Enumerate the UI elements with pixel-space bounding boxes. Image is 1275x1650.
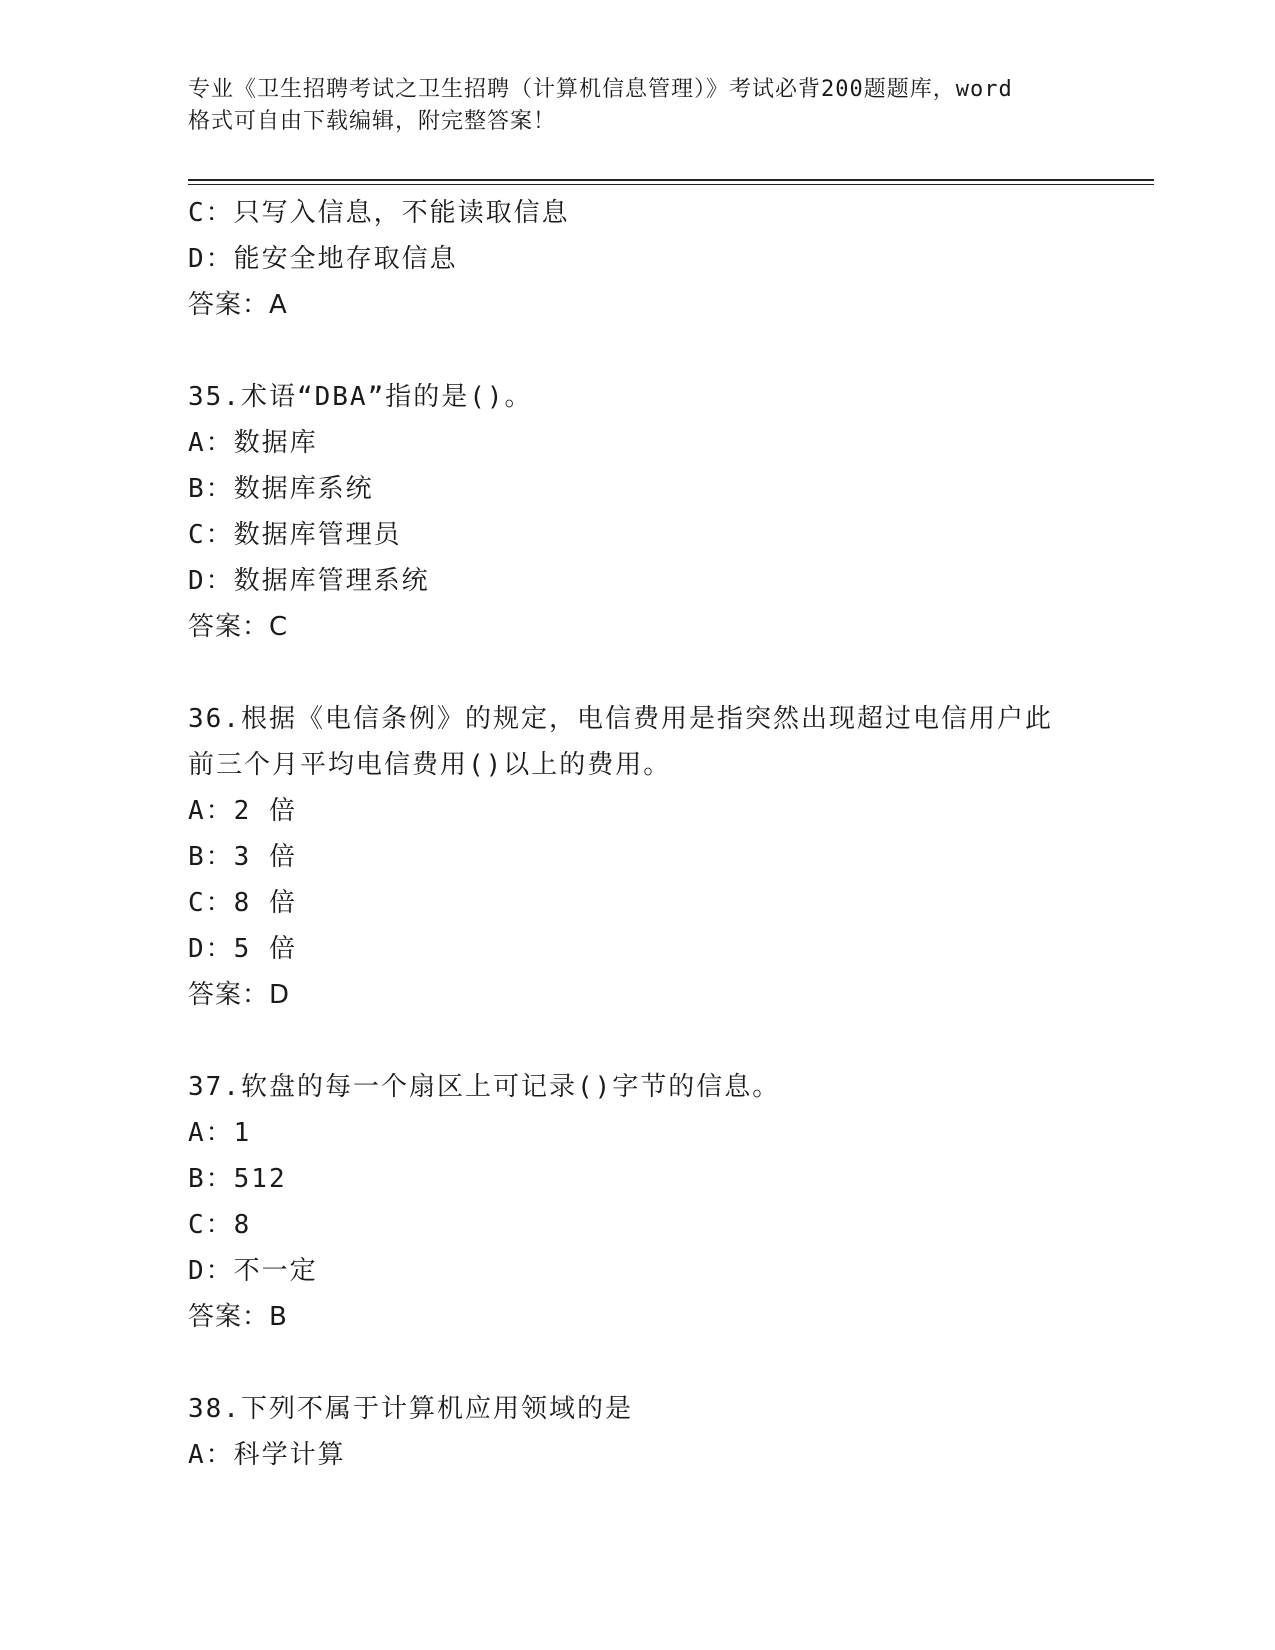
question-stem: 36.根据《电信条例》的规定，电信费用是指突然出现超过电信用户此 (188, 704, 1053, 734)
answer-line: 答案：A (188, 290, 288, 320)
option-d: D：不一定 (188, 1256, 318, 1286)
option-a: A：2 倍 (188, 796, 297, 826)
spacer (188, 1340, 1088, 1386)
question-block-38 (188, 1386, 1088, 1478)
header-divider-thin (188, 184, 1154, 185)
option-a: A：1 (188, 1118, 252, 1148)
option-d: D：能安全地存取信息 (188, 244, 458, 274)
option-a: A：数据库 (188, 428, 318, 458)
question-stem: 35.术语“DBA”指的是()。 (188, 382, 533, 412)
option-d: D：数据库管理系统 (188, 566, 430, 596)
answer-line: 答案：B (188, 1302, 288, 1332)
question-list (188, 190, 1088, 1478)
question-stem: 38.下列不属于计算机应用领域的是 (188, 1394, 633, 1424)
option-c: C：数据库管理员 (188, 520, 402, 550)
answer-line: 答案：D (188, 980, 291, 1010)
question-block-34 (188, 190, 1088, 328)
option-d: D：5 倍 (188, 934, 297, 964)
question-stem: 37.软盘的每一个扇区上可记录()字节的信息。 (188, 1072, 781, 1102)
spacer (188, 328, 1088, 374)
question-stem-continued: 前三个月平均电信费用()以上的费用。 (188, 750, 672, 780)
answer-line: 答案：C (188, 612, 289, 642)
header-line-1: 专业《卫生招聘考试之卫生招聘（计算机信息管理）》考试必背200题题库，word (188, 77, 1013, 102)
question-block-35 (188, 374, 1088, 650)
header-line-2: 格式可自由下载编辑，附完整答案！ (188, 109, 557, 134)
option-b: B：数据库系统 (188, 474, 374, 504)
document-header (188, 74, 1088, 138)
spacer (188, 1018, 1088, 1064)
option-b: B：3 倍 (188, 842, 297, 872)
question-block-37 (188, 1064, 1088, 1340)
option-c: C：只写入信息，不能读取信息 (188, 198, 570, 228)
option-a: A：科学计算 (188, 1440, 346, 1470)
option-b: B：512 (188, 1164, 287, 1194)
option-c: C：8 倍 (188, 888, 297, 918)
question-block-36 (188, 696, 1088, 1018)
spacer (188, 650, 1088, 696)
option-c: C：8 (188, 1210, 252, 1240)
header-divider-thick (188, 179, 1154, 181)
